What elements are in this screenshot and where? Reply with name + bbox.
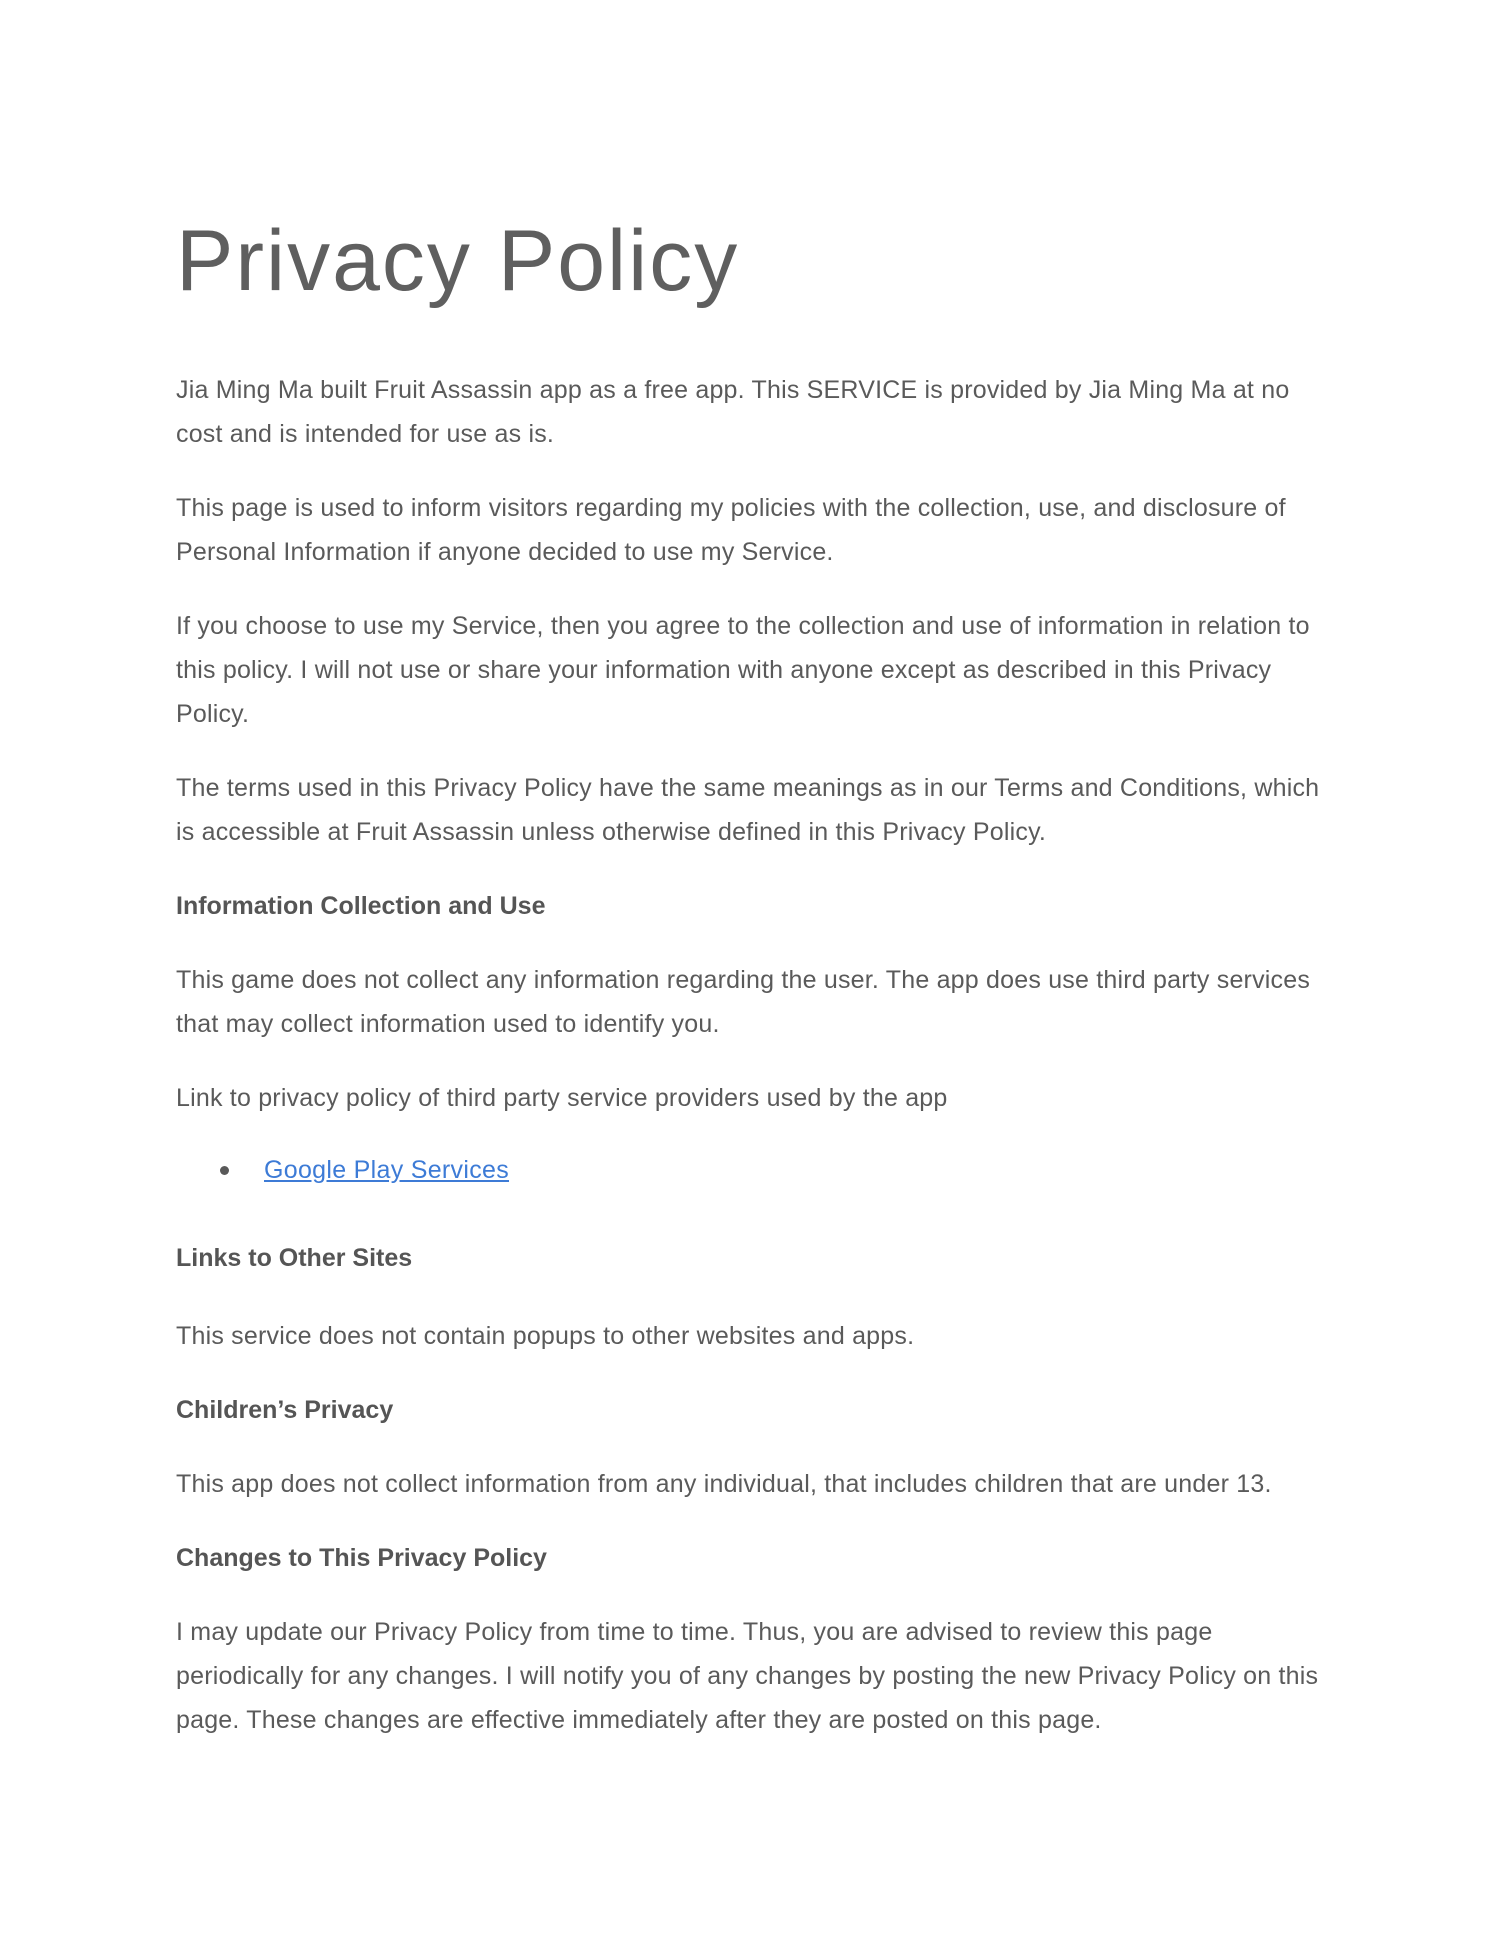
third-party-links-intro: Link to privacy policy of third party service providers used by the app <box>176 1084 948 1112</box>
heading-links-to-other-sites: Links to Other Sites <box>176 1244 413 1272</box>
list-item <box>176 1148 876 1192</box>
intro-paragraph-4: The terms used in this Privacy Policy have the same meanings as in our Terms and Conditions, which is accessible at Fruit Assassin unless otherwise defined in this Privacy Policy. <box>176 774 1320 846</box>
heading-childrens-privacy: Children’s Privacy <box>176 1396 394 1424</box>
heading-information-collection: Information Collection and Use <box>176 892 546 920</box>
intro-paragraph-1: Jia Ming Ma built Fruit Assassin app as a free app. This SERVICE is provided by Jia Ming Ma at no cost and is intended for use as is. <box>176 376 1290 448</box>
bullet-icon <box>220 1166 229 1175</box>
changes-paragraph: I may update our Privacy Policy from time to time. Thus, you are advised to review this page periodically for any changes. I will notify you of any changes by posting the new Privacy Policy on this page. These changes are effective immediately after they are posted on this page. <box>176 1618 1319 1734</box>
information-collection-paragraph: This game does not collect any information regarding the user. The app does use third party services that may collect information used to identify you. <box>176 966 1311 1038</box>
page-title: Privacy Policy <box>176 213 740 309</box>
intro-paragraph-3: If you choose to use my Service, then you agree to the collection and use of information in relation to this policy. I will not use or share your information with anyone except as described in this Privacy Policy. <box>176 612 1310 728</box>
childrens-privacy-paragraph: This app does not collect information from any individual, that includes children that are under 13. <box>176 1470 1272 1498</box>
google-play-services-link[interactable]: Google Play Services <box>264 1156 510 1184</box>
intro-paragraph-2: This page is used to inform visitors regarding my policies with the collection, use, and disclosure of Personal Information if anyone decided to use my Service. <box>176 494 1286 566</box>
other-sites-paragraph: This service does not contain popups to other websites and apps. <box>176 1322 915 1350</box>
heading-changes-to-policy: Changes to This Privacy Policy <box>176 1544 547 1572</box>
